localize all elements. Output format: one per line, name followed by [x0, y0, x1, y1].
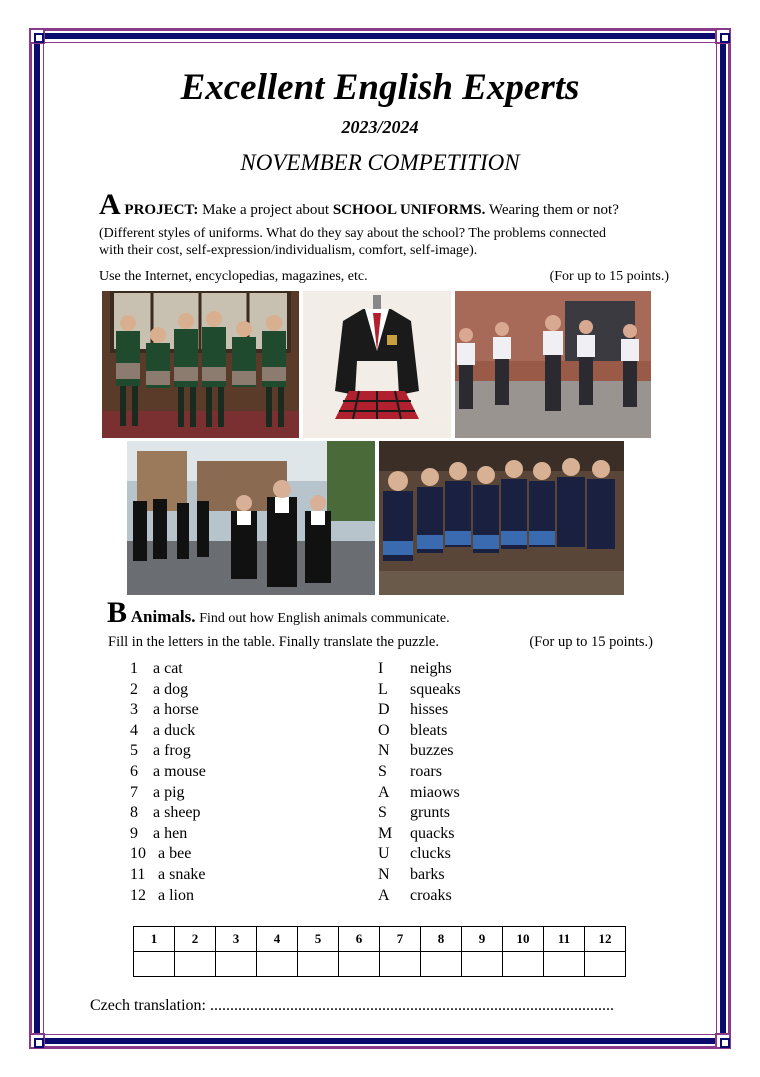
page-title: Excellent English Experts: [180, 67, 580, 108]
answer-table-header-row: [134, 927, 626, 952]
answer-table-header-cell: 11: [544, 927, 585, 952]
answer-cell[interactable]: [339, 952, 380, 977]
section-a-topic: SCHOOL UNIFORMS.: [332, 202, 486, 218]
answer-table-header-cell: 6: [339, 927, 380, 952]
sound-word: croaks: [410, 886, 452, 904]
answer-cell[interactable]: [585, 952, 626, 977]
animal-item: [130, 659, 206, 680]
sound-letter: S: [378, 762, 387, 780]
photo-girls-green-uniforms: [102, 291, 299, 438]
sound-list: [378, 659, 461, 906]
animal-name: a cat: [153, 660, 183, 677]
answer-table-header-cell: 9: [462, 927, 503, 952]
corner-ornament: [715, 1033, 731, 1049]
sound-item: [378, 762, 461, 783]
sound-letter: A: [378, 783, 390, 801]
sound-item: [378, 700, 461, 721]
animal-item: [130, 741, 206, 762]
sound-word: miaows: [410, 783, 460, 801]
sound-item: [378, 803, 461, 824]
animal-name: a horse: [153, 701, 199, 719]
answer-cell[interactable]: [462, 952, 503, 977]
section-a-heading: [99, 188, 669, 222]
animal-item: [130, 844, 206, 865]
section-a-line: with their cost, self-expression/individualism, comfort, self-image).: [99, 243, 478, 258]
answer-table-header-cell: 7: [380, 927, 421, 952]
animal-name: a dog: [153, 680, 189, 698]
sound-word: quacks: [410, 824, 455, 842]
sound-letter: A: [378, 886, 390, 904]
animal-name: a sheep: [153, 804, 201, 822]
animal-name: a pig: [153, 783, 185, 801]
animal-number: 5: [130, 742, 138, 760]
answer-table-header-cell: 12: [585, 927, 626, 952]
answer-cell[interactable]: [257, 952, 298, 977]
sound-letter: N: [378, 742, 390, 760]
sound-item: [378, 741, 461, 762]
animal-number: 12: [130, 886, 146, 904]
answer-cell[interactable]: [380, 952, 421, 977]
animal-list: [130, 659, 206, 906]
answer-cell[interactable]: [298, 952, 339, 977]
answer-table: [133, 926, 626, 977]
answer-table-header-cell: 8: [421, 927, 462, 952]
answer-cell[interactable]: [134, 952, 175, 977]
animal-name: a mouse: [153, 762, 206, 780]
animal-number: 11: [130, 865, 146, 883]
sound-item: [378, 783, 461, 804]
competition-title: NOVEMBER COMPETITION: [240, 150, 520, 175]
sound-item: [378, 680, 461, 701]
section-a-sources-row: [99, 268, 669, 285]
answer-cell[interactable]: [544, 952, 585, 977]
sound-word: hisses: [410, 701, 449, 719]
photo-uniform-jacket-kilt: [303, 291, 451, 438]
section-b-instructions-row: [108, 634, 653, 651]
animal-item: [130, 865, 206, 886]
animal-name: a hen: [153, 824, 188, 842]
animal-item: [130, 680, 206, 701]
answer-table-header-cell: 4: [257, 927, 298, 952]
corner-ornament: [29, 1033, 45, 1049]
section-a-question: Wearing them or not?: [488, 202, 619, 218]
section-a-letter: A: [99, 188, 121, 221]
sound-item: [378, 721, 461, 742]
answer-cell[interactable]: [175, 952, 216, 977]
animal-number: 9: [130, 824, 138, 842]
czech-translation-dots: .....................................................................................................: [209, 997, 614, 1014]
section-a-intro: Make a project about: [202, 202, 330, 218]
animal-item: [130, 886, 206, 907]
sound-letter: I: [378, 660, 384, 677]
czech-translation-line: [90, 997, 614, 1015]
section-a-sources: Use the Internet, encyclopedias, magazines, etc.: [99, 269, 368, 284]
animal-name: a frog: [153, 742, 191, 760]
sound-letter: U: [378, 845, 390, 863]
answer-cell[interactable]: [503, 952, 544, 977]
answer-table-header-cell: 2: [175, 927, 216, 952]
sound-letter: S: [378, 804, 387, 822]
section-b-intro: Find out how English animals communicate.: [199, 611, 450, 626]
animal-number: 10: [130, 845, 146, 863]
animal-number: 6: [130, 762, 138, 780]
section-b-heading: [107, 596, 450, 630]
sound-item: [378, 659, 461, 680]
answer-cell[interactable]: [216, 952, 257, 977]
section-b-points: (For up to 15 points.): [529, 634, 653, 650]
section-b-letter: B: [107, 596, 128, 629]
sound-letter: D: [378, 701, 390, 719]
section-b-instructions: Fill in the letters in the table. Finally translate the puzzle.: [108, 634, 439, 650]
answer-table-header-cell: 5: [298, 927, 339, 952]
animal-item: [130, 721, 206, 742]
photo-girls-navy-uniforms: [379, 441, 624, 595]
animal-item: [130, 762, 206, 783]
corner-ornament: [715, 28, 731, 44]
czech-translation-label: Czech translation:: [90, 997, 206, 1014]
answer-table-header-cell: 3: [216, 927, 257, 952]
sound-item: [378, 886, 461, 907]
photo-boys-tailcoats: [127, 441, 375, 595]
animal-name: a bee: [158, 845, 192, 863]
sound-item: [378, 844, 461, 865]
animal-number: 1: [130, 660, 138, 677]
sound-word: roars: [410, 762, 442, 780]
sound-word: grunts: [410, 804, 450, 822]
answer-table-answer-row: [134, 952, 626, 977]
photo-students-running: [455, 291, 651, 438]
animal-item: [130, 803, 206, 824]
animal-number: 2: [130, 680, 138, 698]
section-a-points: (For up to 15 points.): [549, 269, 669, 284]
section-a-label: PROJECT:: [124, 202, 199, 218]
sound-word: bleats: [410, 721, 448, 739]
animal-number: 3: [130, 701, 138, 719]
animal-number: 7: [130, 783, 138, 801]
answer-table-header-cell: 1: [134, 927, 175, 952]
animal-item: [130, 824, 206, 845]
animal-item: [130, 700, 206, 721]
animal-name: a snake: [158, 865, 206, 883]
section-b-label: Animals.: [130, 607, 196, 626]
sound-item: [378, 865, 461, 886]
sound-item: [378, 824, 461, 845]
sound-word: clucks: [410, 845, 451, 863]
sound-letter: M: [378, 824, 393, 842]
corner-ornament: [29, 28, 45, 44]
section-a-details: [99, 225, 669, 259]
animal-name: a lion: [158, 886, 194, 904]
animal-number: 4: [130, 721, 138, 739]
sound-word: neighs: [410, 660, 452, 677]
animal-item: [130, 783, 206, 804]
answer-table-header-cell: 10: [503, 927, 544, 952]
sound-letter: N: [378, 865, 390, 883]
school-year: 2023/2024: [341, 117, 419, 137]
sound-letter: O: [378, 721, 390, 739]
section-a-line: (Different styles of uniforms. What do they say about the school? The problems connected: [99, 226, 606, 241]
sound-word: buzzes: [410, 742, 454, 760]
sound-letter: L: [378, 680, 388, 698]
animal-number: 8: [130, 804, 138, 822]
sound-word: squeaks: [410, 680, 461, 698]
answer-cell[interactable]: [421, 952, 462, 977]
sound-word: barks: [410, 865, 445, 883]
animal-name: a duck: [153, 721, 196, 739]
